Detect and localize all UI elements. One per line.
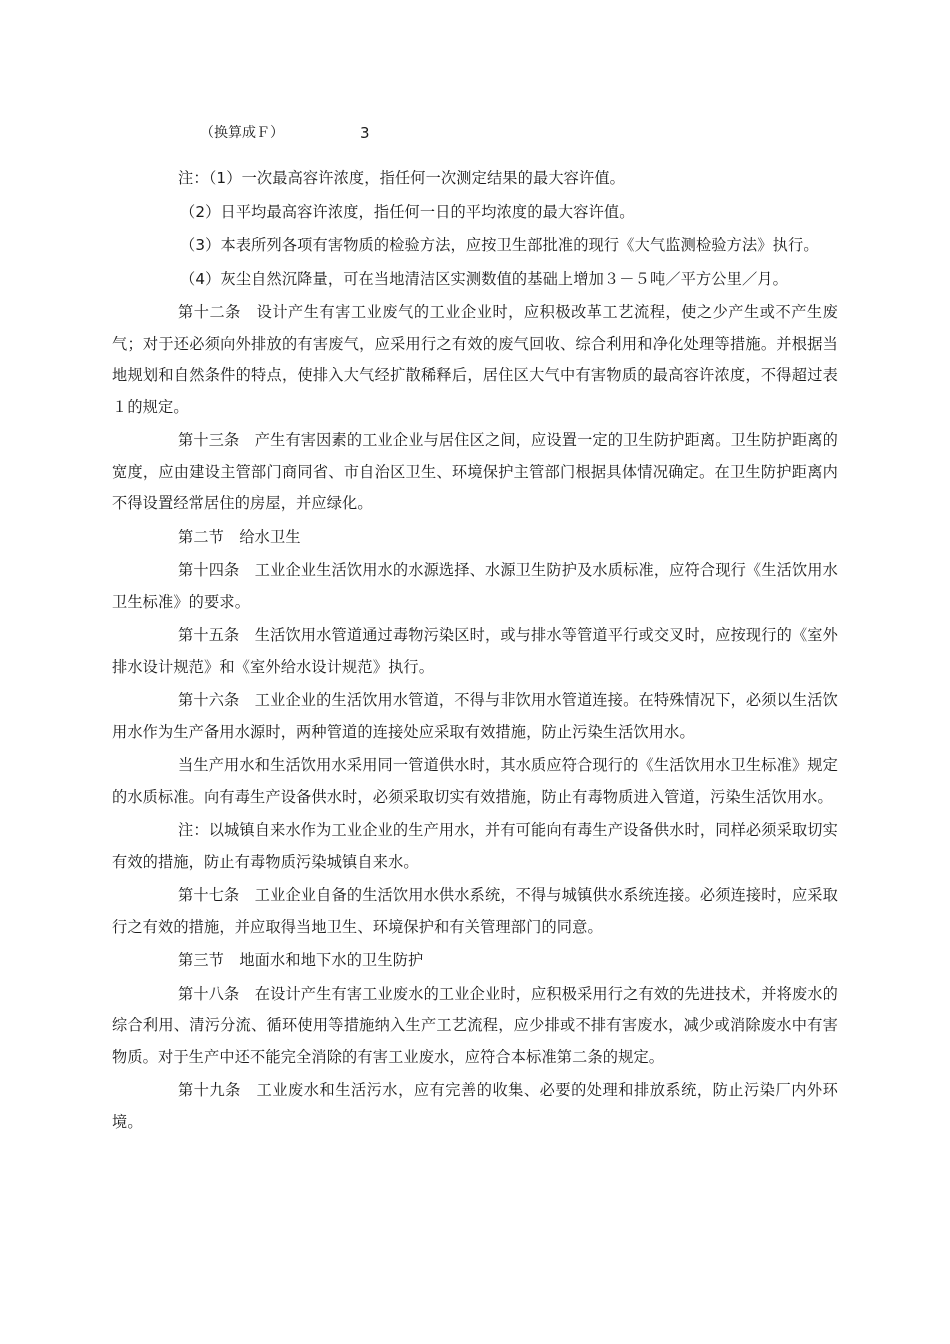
article-paragraph: 当生产用水和生活饮用水采用同一管道供水时，其水质应符合现行的《生活饮用水卫生标准》规定的水质标准。向有毒生产设备供水时，必须采取切实有效措施，防止有毒物质进入管道，污染生活饮用水。 [112,756,838,806]
article-paragraph: 第十七条 工业企业自备的生活饮用水供水系统，不得与城镇供水系统连接。必须连接时，应采取行之有效的措施，并应取得当地卫生、环境保护和有关管理部门的同意。 [112,886,838,936]
article-paragraph: 第十八条 在设计产生有害工业废水的工业企业时，应积极采用行之有效的先进技术，并将废水的综合利用、清污分流、循环使用等措施纳入生产工艺流程，应少排或不排有害废水，减少或消除废水中有害物质。对于生产中还不能完全消除的有害工业废水，应符合本标准第二条的规定。 [112,984,838,1066]
section-heading: 第二节 给水卫生 [178,527,301,546]
article-paragraph: 第十五条 生活饮用水管道通过毒物污染区时，或与排水等管道平行或交叉时，应按现行的《室外排水设计规范》和《室外给水设计规范》执行。 [112,626,838,676]
note-paragraph: 注：以城镇自来水作为工业企业的生产用水，并有可能向有毒生产设备供水时，同样必须采取切实有效的措施，防止有毒物质污染城镇自来水。 [112,821,838,871]
table-cell-value: 3 [360,124,370,142]
article-paragraph: 第十九条 工业废水和生活污水，应有完善的收集、必要的处理和排放系统，防止污染厂内外环境。 [112,1081,838,1131]
note-item-paragraph: （4）灰尘自然沉降量，可在当地清洁区实测数值的基础上增加３－５吨／平方公里／月。 [180,269,788,288]
article-paragraph: 第十六条 工业企业的生活饮用水管道，不得与非饮用水管道连接。在特殊情况下，必须以生活饮用水作为生产备用水源时，两种管道的连接处应采取有效措施，防止污染生活饮用水。 [112,691,838,741]
note-item-paragraph: （3）本表所列各项有害物质的检验方法，应按卫生部批准的现行《大气监测检验方法》执行。 [180,236,819,254]
article-paragraph: 第十二条 设计产生有害工业废气的工业企业时，应积极改革工艺流程，使之少产生或不产生废气；对于还必须向外排放的有害废气，应采用行之有效的废气回收、综合利用和净化处理等措施。并根据当地规划和自然条件的特点，使排入大气经扩散稀释后，居住区大气中有害物质的最高容许浓度，不得超过表１的规定。 [112,303,838,416]
note-item-paragraph: （2）日平均最高容许浓度，指任何一日的平均浓度的最大容许值。 [180,202,635,221]
note-paragraph: 注：（1）一次最高容许浓度，指任何一次测定结果的最大容许值。 [178,169,626,187]
table-tail-row [200,123,370,143]
table-row-label: （换算成Ｆ） [200,125,284,141]
document-body [112,163,838,1138]
article-paragraph: 第十三条 产生有害因素的工业企业与居住区之间，应设置一定的卫生防护距离。卫生防护距离的宽度，应由建设主管部门商同省、市自治区卫生、环境保护主管部门根据具体情况确定。在卫生防护距离内不得设置经常居住的房屋，并应绿化。 [112,431,838,512]
section-heading: 第三节 地面水和地下水的卫生防护 [178,951,424,969]
article-paragraph: 第十四条 工业企业生活饮用水的水源选择、水源卫生防护及水质标准，应符合现行《生活饮用水卫生标准》的要求。 [112,561,838,611]
